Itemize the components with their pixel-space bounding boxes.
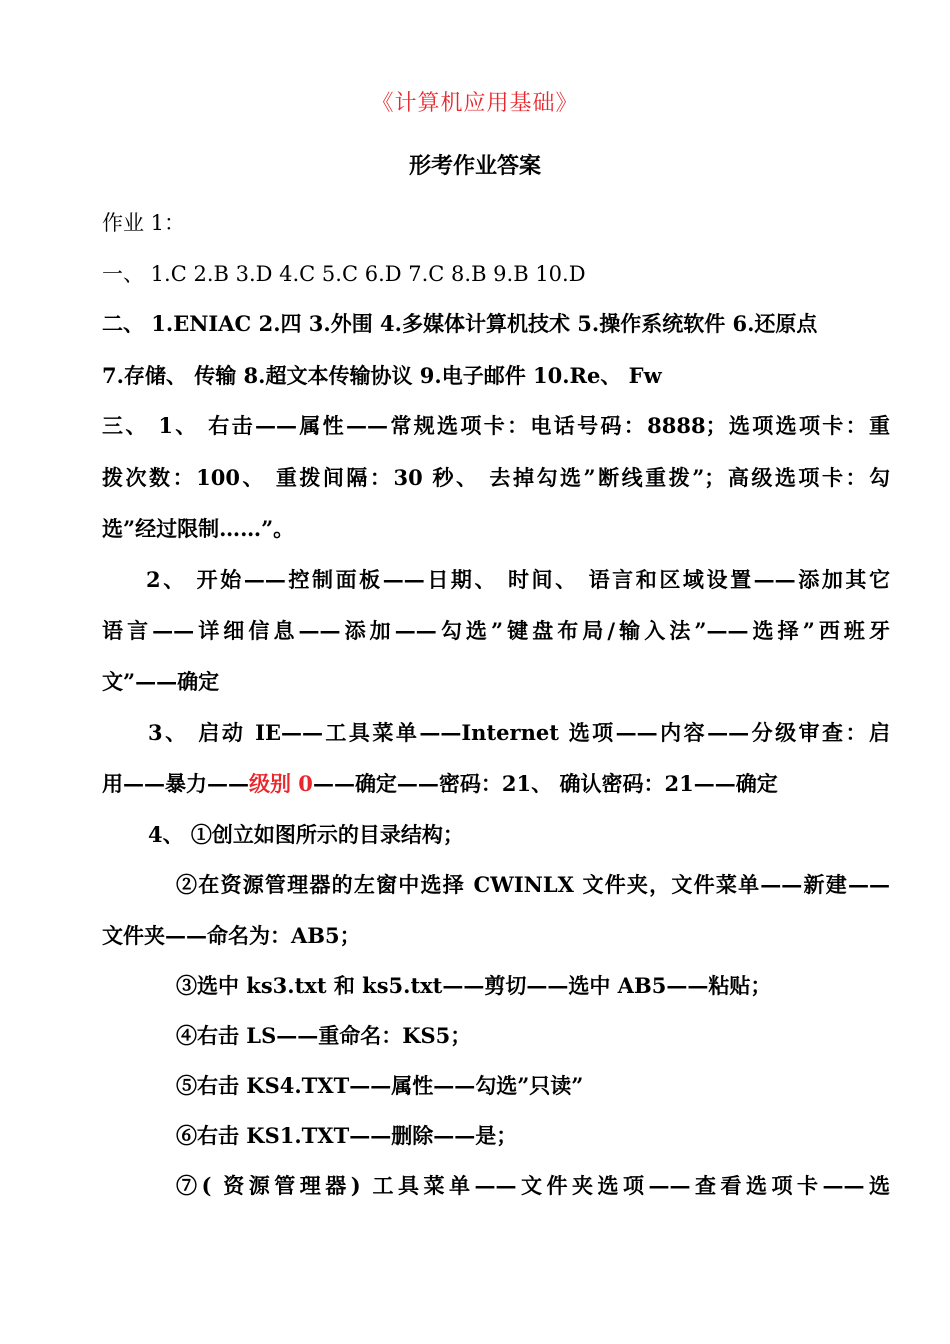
q4-step-4: ④右击 LS——重命名：KS5；: [176, 1023, 472, 1048]
section-3-q3-line-1: 3、 启动 IE——工具菜单——Internet 选项——内容——分级审查：启: [148, 720, 890, 745]
section-3-q3-line-2: [102, 769, 778, 799]
section-3-q1-line-3: 选”经过限制……”。: [102, 516, 295, 541]
section-3-q2-line-3: 文”——确定: [102, 669, 220, 694]
section-2-answers-line-2: 7.存储、 传输 8.超文本传输协议 9.电子邮件 10.Re、 Fw: [102, 363, 662, 388]
q4-step-2-line-1: ②在资源管理器的左窗中选择 CWINLX 文件夹，文件菜单——新建——: [176, 872, 890, 897]
q3-line-2-part-a: 用——暴力——: [102, 771, 249, 796]
section-3-q2-line-2: 语言——详细信息——添加——勾选”键盘布局/输入法”——选择”西班牙: [102, 618, 890, 643]
section-3-q1-line-2: 拨次数：100、 重拨间隔：30 秒、 去掉勾选”断线重拨”；高级选项卡：勾: [102, 465, 890, 490]
q3-line-2-part-b: ——确定——密码：21、 确认密码：21——确定: [312, 771, 778, 796]
q4-step-2-line-2: 文件夹——命名为：AB5；: [102, 923, 361, 948]
document-title: 《计算机应用基础》: [371, 91, 579, 116]
homework-1-heading: 作业 1：: [102, 211, 186, 235]
q4-step-6: ⑥右击 KS1.TXT——删除——是；: [176, 1123, 518, 1148]
section-3-q4-line-1: 4、 ①创立如图所示的目录结构；: [148, 822, 464, 847]
section-2-answers-line-1: 二、 1.ENIAC 2.四 3.外围 4.多媒体计算机技术 5.操作系统软件 6.还原点: [102, 311, 818, 336]
q3-highlight-level-0: 级别 0: [249, 771, 313, 796]
q4-step-3: ③选中 ks3.txt 和 ks5.txt——剪切——选中 AB5——粘贴；: [176, 973, 772, 998]
document-subtitle: 形考作业答案: [408, 153, 541, 179]
q4-step-5: ⑤右击 KS4.TXT——属性——勾选”只读”: [176, 1073, 584, 1098]
section-1-answers: 一、 1.C 2.B 3.D 4.C 5.C 6.D 7.C 8.B 9.B 10.D: [102, 262, 586, 286]
q4-step-7-line-1: ⑦( 资源管理器) 工具菜单——文件夹选项——查看选项卡——选: [176, 1173, 890, 1198]
section-3-q1-line-1: 三、 1、 右击——属性——常规选项卡：电话号码：8888；选项选项卡：重: [102, 413, 890, 438]
section-3-q2-line-1: 2、 开始——控制面板——日期、 时间、 语言和区域设置——添加其它: [146, 567, 890, 592]
